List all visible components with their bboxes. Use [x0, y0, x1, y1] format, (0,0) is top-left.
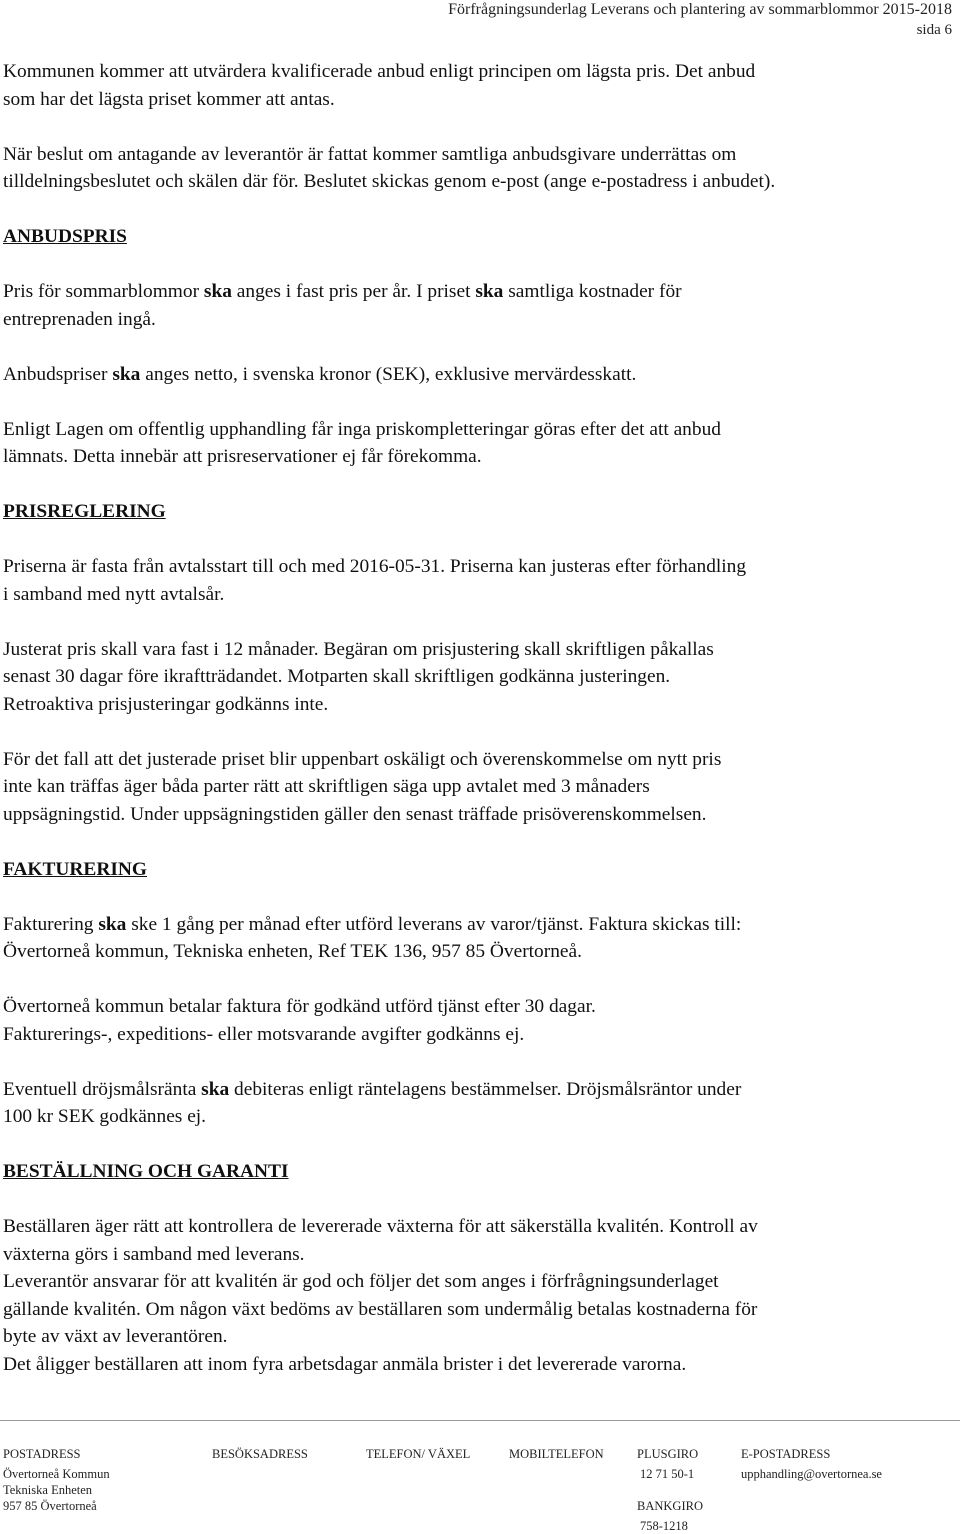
paragraph-fixed-prices: Priserna är fasta från avtalsstart till och med 2016-05-31. Priserna kan justeras efter förhandling i samband med nytt avtalsår. — [3, 556, 747, 605]
footer-plusgiro-value: 12 71 50-1 — [640, 1467, 695, 1481]
paragraph-inspection: Beställaren äger rätt att kontrollera de levererade växterna för att säkerställa kvalitén. Kontroll av växterna görs i samband med leverans. — [3, 1216, 758, 1265]
paragraph-price-currency: Anbudspriser ska anges netto, i svenska kronor (SEK), exklusive mervärdesskatt. — [3, 363, 637, 385]
paragraph-invoicing: Fakturering ska ske 1 gång per månad efter utförd leverans av varor/tjänst. Faktura skickas till: Övertorneå kommun, Tekniska enheten, Ref TEK 136, 957 85 Övertorneå. — [3, 913, 742, 962]
paragraph-evaluation: Kommunen kommer att utvärdera kvalificerade anbud enligt principen om lägsta pris. Det anbud som har det lägsta priset kommer att antas. — [3, 61, 756, 110]
paragraph-defect-notice: Det åligger beställaren att inom fyra arbetsdagar anmäla brister i det levererade varorna. — [3, 1353, 687, 1375]
paragraph-quality-responsibility: Leverantör ansvarar för att kvalitén är god och följer det som anges i förfrågningsunderlaget gällande kvalitén. Om någon växt bedöms av beställaren som undermålig betalas kostnaderna för byte av växt av leverantören. — [3, 1271, 758, 1347]
footer-address-line2: Tekniska Enheten — [3, 1483, 93, 1497]
footer-label-plusgiro: PLUSGIRO — [637, 1447, 699, 1461]
footer-address-line3: 957 85 Övertorneå — [3, 1499, 97, 1513]
footer-email-value: upphandling@overtornea.se — [741, 1467, 882, 1481]
paragraph-price-fixed: Pris för sommarblommor ska anges i fast pris per år. I priset ska samtliga kostnader för entreprenaden ingå. — [3, 281, 682, 330]
footer-label-bankgiro: BANKGIRO — [637, 1499, 703, 1513]
page-number: sida 6 — [916, 22, 952, 38]
footer-address-line1: Övertorneå Kommun — [3, 1467, 110, 1481]
heading-fakturering: FAKTURERING — [3, 858, 147, 880]
heading-prisreglering: PRISREGLERING — [3, 501, 166, 522]
document-title: Förfrågningsunderlag Leverans och plantering av sommarblommor 2015-2018 — [448, 1, 952, 18]
footer-bankgiro-value: 758-1218 — [640, 1519, 688, 1533]
footer-label-postadress: POSTADRESS — [3, 1447, 81, 1461]
footer-label-besoksadress: BESÖKSADRESS — [212, 1447, 308, 1461]
footer-label-telefon: TELEFON/ VÄXEL — [366, 1447, 471, 1461]
paragraph-termination: För det fall att det justerade priset blir uppenbart oskäligt och överenskommelse om nytt pris inte kan träffas äger båda parter rätt att skriftligen säga upp avtalet med 3 månaders uppsägningstid. Under uppsägningstiden gäller den senast träffade prisöverenskommelsen. — [3, 748, 722, 825]
footer-label-epost: E-POSTADRESS — [741, 1447, 831, 1461]
footer-divider — [0, 1420, 960, 1421]
footer-label-mobiltelefon: MOBILTELEFON — [509, 1447, 604, 1461]
page-header — [448, 0, 952, 40]
document-body — [3, 58, 948, 1378]
heading-bestallning-garanti: BESTÄLLNING OCH GARANTI — [3, 1161, 289, 1182]
paragraph-lou: Enligt Lagen om offentlig upphandling får inga priskompletteringar göras efter det att anbud lämnats. Detta innebär att prisreservationer ej får förekomma. — [3, 418, 721, 467]
paragraph-payment-terms: Övertorneå kommun betalar faktura för godkänd utförd tjänst efter 30 dagar. Fakturerings-, expeditions- eller motsvarande avgifter godkänns ej. — [3, 996, 596, 1045]
heading-anbudspris: ANBUDSPRIS — [3, 226, 127, 247]
paragraph-late-interest: Eventuell dröjsmålsränta ska debiteras enligt räntelagens bestämmelser. Dröjsmålsräntor under 100 kr SEK godkännes ej. — [3, 1078, 742, 1127]
paragraph-award-decision: När beslut om antagande av leverantör är fattat kommer samtliga anbudsgivare underrättas om tilldelningsbeslutet och skälen där för. Beslutet skickas genom e-post (ange e-postadress i anbudet). — [3, 143, 776, 192]
paragraph-price-adjustment: Justerat pris skall vara fast i 12 månader. Begäran om prisjustering skall skriftligen påkallas senast 30 dagar före ikraftträdandet. Motparten skall skriftligen godkänna justeringen. Retroaktiva prisjusteringar godkänns inte. — [3, 638, 714, 715]
